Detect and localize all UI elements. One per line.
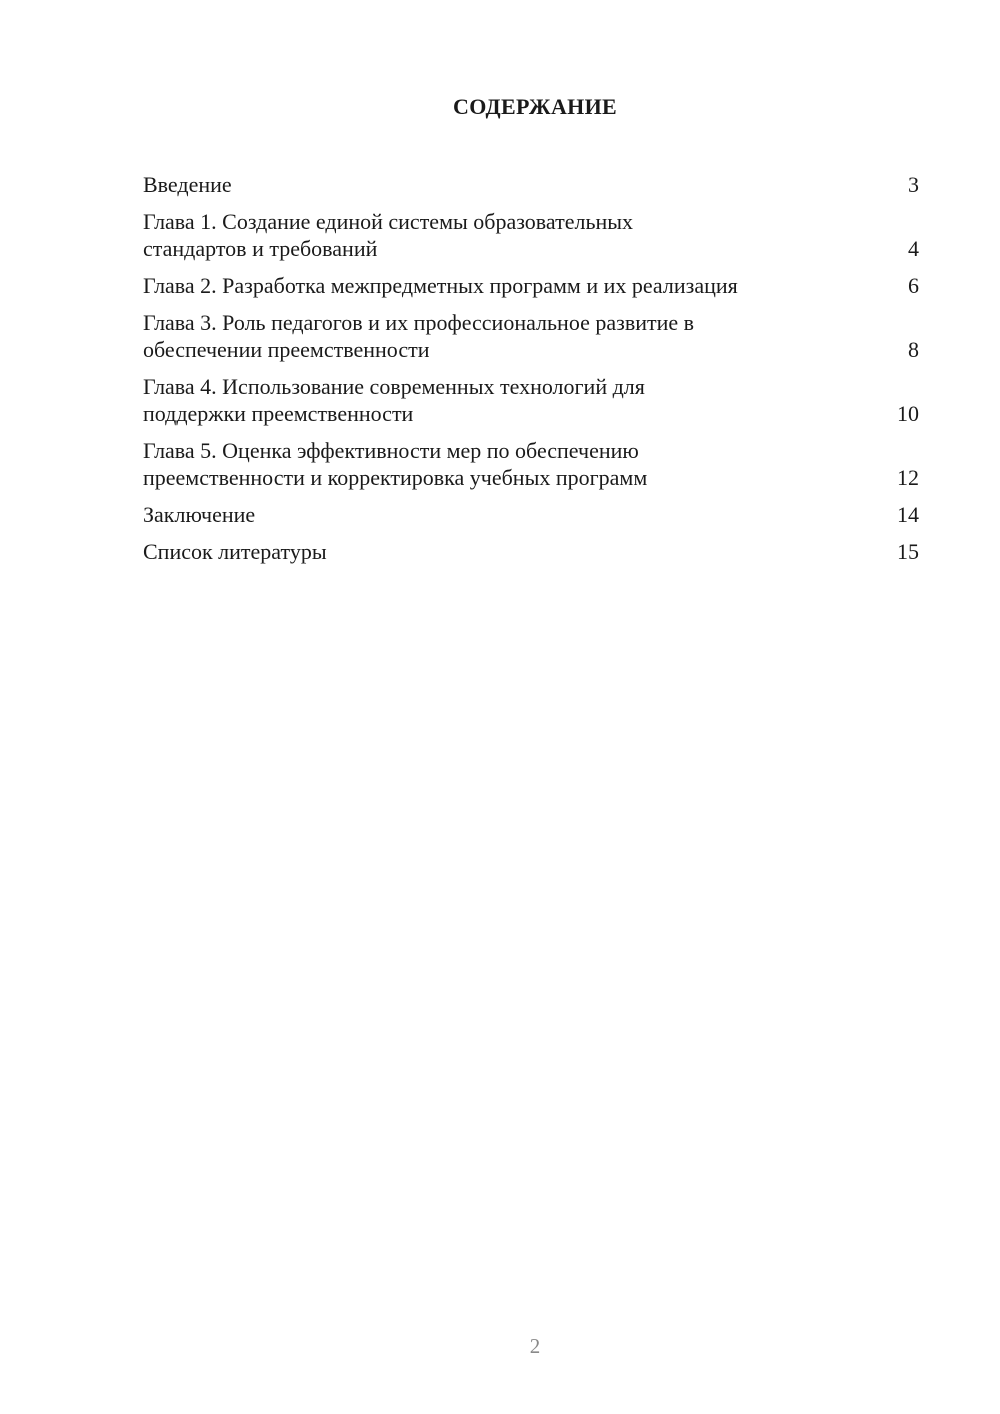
toc-entry[interactable] (143, 171, 919, 198)
toc-entry-page-number: 15 (897, 539, 919, 564)
toc-entry-label (143, 272, 889, 299)
toc-entry-label (143, 208, 889, 262)
toc-entry[interactable] (143, 208, 919, 262)
toc-entry-label (143, 373, 889, 427)
toc-entry-label (143, 538, 889, 565)
toc-entry-page-number: 12 (897, 465, 919, 490)
toc-entry-line: обеспечении преемственности (143, 337, 430, 362)
toc-entry-line: Введение (143, 172, 232, 197)
toc-entry-line: Глава 1. Создание единой системы образовательных (143, 209, 634, 234)
toc-entry-line: Заключение (143, 502, 256, 527)
toc-entry-page-number: 6 (908, 273, 919, 298)
toc-entry-page-number: 10 (897, 401, 919, 426)
toc-entry[interactable] (143, 309, 919, 363)
table-of-contents (143, 171, 919, 575)
toc-entry-label (143, 309, 889, 363)
toc-entry-line: Глава 4. Использование современных технологий для (143, 374, 645, 399)
toc-entry-label (143, 171, 889, 198)
toc-entry-label (143, 437, 889, 491)
toc-entry[interactable] (143, 538, 919, 565)
toc-entry-line: поддержки преемственности (143, 401, 414, 426)
toc-entry-page-number: 3 (908, 172, 919, 197)
toc-entry-line: Глава 5. Оценка эффективности мер по обеспечению (143, 438, 639, 463)
toc-entry[interactable] (143, 272, 919, 299)
page-number: 2 (529, 1334, 541, 1358)
toc-entry-line: Список литературы (143, 539, 327, 564)
toc-entry-page-number: 14 (897, 502, 919, 527)
page-title: СОДЕРЖАНИЕ (453, 94, 617, 119)
toc-entry-line: стандартов и требований (143, 236, 378, 261)
toc-entry-line: преемственности и корректировка учебных программ (143, 465, 648, 490)
toc-entry-label (143, 501, 889, 528)
toc-entry[interactable] (143, 437, 919, 491)
toc-entry-page-number: 4 (908, 236, 919, 261)
toc-entry-line: Глава 3. Роль педагогов и их профессиональное развитие в (143, 310, 695, 335)
toc-entry-line: Глава 2. Разработка межпредметных программ и их реализация (143, 273, 738, 298)
toc-entry-page-number: 8 (908, 337, 919, 362)
toc-entry[interactable] (143, 501, 919, 528)
toc-entry[interactable] (143, 373, 919, 427)
